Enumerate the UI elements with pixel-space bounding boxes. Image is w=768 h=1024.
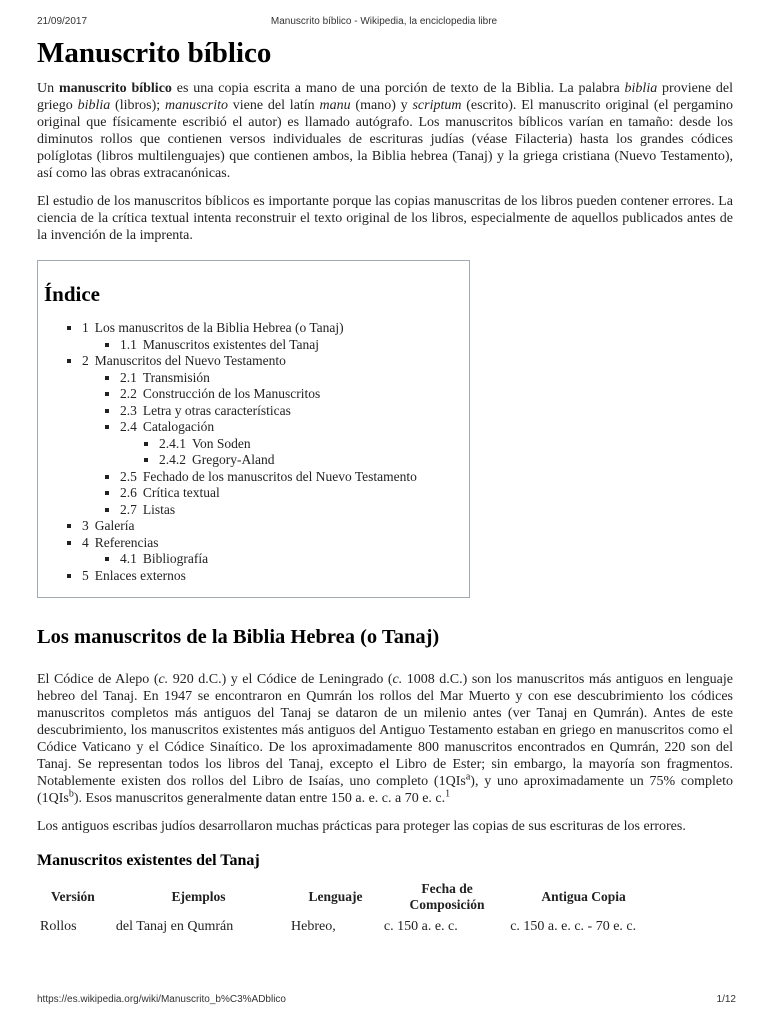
toc-item-2-7[interactable]: 2.7 Listas bbox=[44, 502, 469, 519]
toc-item-1-1[interactable]: 1.1 Manuscritos existentes del Tanaj bbox=[44, 337, 469, 354]
print-url: https://es.wikipedia.org/wiki/Manuscrito_b%C3%ADblico bbox=[37, 994, 286, 1005]
toc-item-4-1[interactable]: 4.1 Bibliografía bbox=[44, 551, 469, 568]
toc-item-2[interactable]: 2 Manuscritos del Nuevo Testamento bbox=[44, 353, 469, 370]
intro-paragraph: Un manuscrito bíblico es una copia escrita a mano de una porción de texto de la Biblia. La palabra biblia proviene del griego biblia (libros); manuscrito viene del latín manu (mano) y scriptum (escrito). El manuscrito original (el pergamino original que físicamente escribió el autor) es llamado autógrafo. Los manuscritos bíblicos varían en tamaño: desde los diminutos rollos que contienen versos individuales de escrituras judías (véase Filacteria) hasta los grandes códices políglotas (libros multilenguajes) que contienen ambos, la Biblia hebrea (Tanaj) y la griega cristiana (Nuevo Testamento), así como las obras extracanónicas. bbox=[37, 81, 734, 181]
section-heading-tanaj: Los manuscritos de la Biblia Hebrea (o Tanaj) bbox=[37, 626, 440, 648]
print-header bbox=[0, 16, 768, 30]
table-row bbox=[37, 913, 657, 935]
print-footer bbox=[0, 994, 768, 1008]
toc-item-2-5[interactable]: 2.5 Fechado de los manuscritos del Nuevo Testamento bbox=[44, 469, 469, 486]
toc-item-2-6[interactable]: 2.6 Crítica textual bbox=[44, 485, 469, 502]
table-cell: c. 150 a. e. c. - 70 e. c. bbox=[510, 919, 637, 934]
column-header: Versión bbox=[51, 889, 95, 904]
subsection-heading-existing: Manuscritos existentes del Tanaj bbox=[37, 852, 260, 869]
table-header-row bbox=[37, 881, 657, 913]
table-cell: c. 150 a. e. c. bbox=[383, 919, 458, 934]
term-manuscrito-biblico: manuscrito bíblico bbox=[58, 81, 172, 96]
page-number: 1/12 bbox=[716, 994, 736, 1005]
toc-item-2-4-1[interactable]: 2.4.1 Von Soden bbox=[44, 436, 469, 453]
table-cell: Hebreo, bbox=[291, 919, 336, 934]
column-header: Ejemplos bbox=[171, 889, 226, 904]
toc-item-3[interactable]: 3 Galería bbox=[44, 518, 469, 535]
toc-item-1[interactable]: 1 Los manuscritos de la Biblia Hebrea (o Tanaj) bbox=[44, 320, 469, 337]
toc-item-2-4[interactable]: 2.4 Catalogación bbox=[44, 419, 469, 436]
study-paragraph: El estudio de los manuscritos bíblicos es importante porque las copias manuscritas de los libros pueden contener errores. La ciencia de la crítica textual intenta reconstruir el texto original de los libros, especialmente de aquellos publicados antes de la invención de la imprenta. bbox=[37, 194, 733, 243]
tanaj-paragraph: El Códice de Alepo (c. 920 d.C.) y el Códice de Leningrado (c. 1008 d.C.) son los manuscritos más antiguos en lenguaje hebreo del Tanaj. En 1947 se encontraron en Qumrán los rollos del Mar Muerto y con ese descubrimiento los códices manuscritos completos más antiguos del Tanaj se dataron de un milenio antes (ver Tanaj en Qumrán). Antes de este descubrimiento, los manuscritos existentes más antiguos del Antiguo Testamento estaban en griego en manuscritos como el Códice Vaticano y el Códice Sinaítico. De los aproximadamente 800 manuscritos encontrados en Qumrán, 220 son del Tanaj. Se representan todos los libros del Tanaj, excepto el Libro de Ester; sin embargo, la mayoría son fragmentos. Notablemente existen dos rollos del Libro de Isaías, uno completo (1QIs$^a$), y uno aproximadamente un 75% completo (1QIs$^b$). Esos manuscritos generalmente datan entre 150 a. e. c. a 70 e. c.$^1$ bbox=[37, 672, 734, 806]
reference-link[interactable]: 1 bbox=[445, 788, 451, 800]
article-content bbox=[37, 36, 733, 935]
toc-item-2-1[interactable]: 2.1 Transmisión bbox=[44, 370, 469, 387]
toc-item-2-4-2[interactable]: 2.4.2 Gregory-Aland bbox=[44, 452, 469, 469]
toc-item-4[interactable]: 4 Referencias bbox=[44, 535, 469, 552]
table-of-contents bbox=[37, 260, 470, 598]
column-header: Lenguaje bbox=[308, 889, 363, 904]
toc-item-5[interactable]: 5 Enlaces externos bbox=[44, 568, 469, 585]
toc-item-2-2[interactable]: 2.2 Construcción de los Manuscritos bbox=[44, 386, 469, 403]
table-cell: Rollos bbox=[40, 919, 77, 934]
manuscripts-table bbox=[37, 881, 657, 935]
page-title: Manuscrito bíblico bbox=[37, 37, 272, 69]
column-header: Antigua Copia bbox=[541, 889, 626, 904]
toc-item-2-3[interactable]: 2.3 Letra y otras características bbox=[44, 403, 469, 420]
scribes-paragraph: Los antiguos escribas judíos desarrollaron muchas prácticas para proteger las copias de sus escrituras de los errores. bbox=[37, 819, 686, 834]
toc-title: Índice bbox=[44, 282, 101, 306]
table-cell: del Tanaj en Qumrán bbox=[115, 919, 234, 934]
print-document-title: Manuscrito bíblico - Wikipedia, la enciclopedia libre bbox=[270, 16, 498, 27]
toc-list bbox=[44, 320, 469, 584]
column-header: Fecha de Composición bbox=[409, 881, 485, 912]
print-date: 21/09/2017 bbox=[37, 16, 88, 27]
